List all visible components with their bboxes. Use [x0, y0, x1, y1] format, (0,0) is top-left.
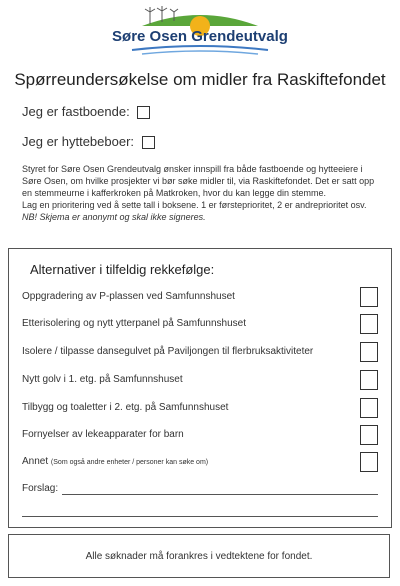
option-row: [22, 342, 378, 364]
priority-box[interactable]: [360, 398, 378, 418]
priority-box[interactable]: [360, 287, 378, 307]
page-title: Spørreundersøkelse om midler fra Raskiftefondet: [14, 70, 386, 89]
other-note: (Som også andre enheter / personer kan søke om): [50, 459, 209, 466]
footer-text: Alle søknader må forankres i vedtektene for fondet.: [85, 550, 313, 562]
priority-box[interactable]: [360, 425, 378, 445]
fastboende-checkbox[interactable]: [137, 106, 150, 119]
logo-wave-2: [142, 51, 258, 54]
option-label: Etterisolering og nytt ytterpanel på Samfunnshuset: [22, 318, 247, 329]
hyttebeboer-checkbox[interactable]: [142, 136, 155, 149]
hyttebeboer-label: Jeg er hyttebeboer:: [22, 134, 135, 149]
option-row: [22, 370, 378, 392]
option-label: Fornyelser av lekeapparater for barn: [22, 429, 184, 440]
other-label: Annet: [22, 456, 49, 467]
option-row-other: [22, 452, 378, 474]
option-row: [22, 425, 378, 447]
intro-paragraph: Styret for Søre Osen Grendeutvalg ønsker innspill fra både fastboende og hytteeiere i Søre Osen, om hvilke prosjekter vi bør søke midler til, via Raskiftefondet. Det er satt opp en stemmeurne i kafferkroken på Matkroken, hvor du kan legge din stemme.: [22, 164, 375, 198]
hyttebeboer-row: [22, 134, 155, 149]
priority-box[interactable]: [360, 452, 378, 472]
option-row: [22, 287, 378, 309]
logo-wave: [132, 46, 268, 50]
logo-text: Søre Osen Grendeutvalg: [112, 28, 288, 45]
option-label: Tilbygg og toaletter i 2. etg. på Samfunnshuset: [22, 402, 229, 413]
option-label: Oppgradering av P-plassen ved Samfunnshuset: [22, 291, 235, 302]
option-label: Nytt golv i 1. etg. på Samfunnshuset: [22, 374, 183, 385]
fastboende-label: Jeg er fastboende:: [22, 104, 130, 119]
priority-box[interactable]: [360, 342, 378, 362]
alternatives-heading: Alternativer i tilfeldig rekkefølge:: [30, 262, 215, 277]
priority-box[interactable]: [360, 314, 378, 334]
intro-text: [22, 163, 384, 223]
priority-box[interactable]: [360, 370, 378, 390]
option-row: [22, 398, 378, 420]
forslag-line[interactable]: [62, 494, 378, 495]
option-label: Isolere / tilpasse dansegulvet på Paviljongen til flerbruksaktiviteter: [22, 346, 314, 357]
forslag-line-2[interactable]: [22, 516, 378, 517]
option-label-other: [22, 456, 208, 467]
option-row: [22, 314, 378, 336]
anonymity-note: NB! Skjema er anonymt og skal ikke signeres.: [22, 212, 206, 222]
forslag-row: [22, 483, 378, 494]
instructions: Lag en prioritering ved å sette tall i boksene. 1 er førsteprioritet, 2 er andreprioritet osv.: [22, 200, 367, 210]
fastboende-row: [22, 104, 150, 119]
logo: [112, 6, 288, 62]
forslag-label: Forslag:: [22, 483, 59, 494]
footer-note: [8, 534, 390, 578]
